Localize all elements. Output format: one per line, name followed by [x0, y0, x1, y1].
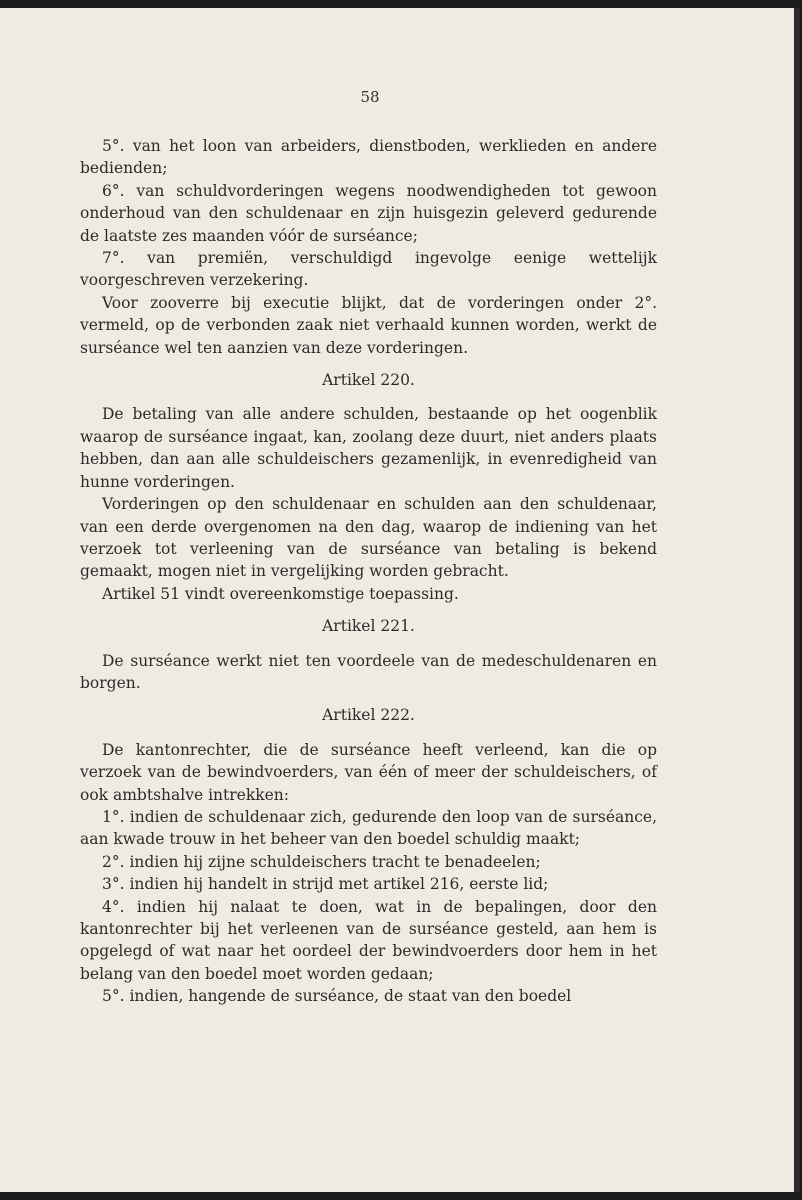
body-text [80, 135, 657, 1008]
clause-4-nalaat: 4°. indien hij nalaat te doen, wat in de bepalingen, door den kantonrechter bij het verleenen van de surséance gesteld, aan hem is opgelegd of wat naar het oordeel der bewindvoerders door hem in het belang van den boedel moet worden gedaan; [80, 897, 657, 983]
paragraph-medeschuldenaren: De surséance werkt niet ten voordeele van de medeschuldenaren en borgen. [80, 651, 657, 692]
clause-1-kwade-trouw: 1°. indien de schuldenaar zich, gedurende den loop van de surséance, aan kwade trouw in het beheer van den boedel schuldig maakt; [80, 807, 657, 849]
clause-2-benadeelen: 2°. indien hij zijne schuldeischers tracht te benadeelen; [102, 852, 541, 871]
paragraph-artikel-51: Artikel 51 vindt overeenkomstige toepassing. [102, 584, 459, 603]
article-222-heading: Artikel 222. [322, 706, 415, 725]
paragraph-kantonrechter: De kantonrechter, die de surséance heeft verleend, kan die op verzoek van de bewindvoerders, van één of meer der schuldeischers, of ook ambtshalve intrekken: [80, 740, 657, 804]
paragraph-vorderingen: Vorderingen op den schuldenaar en schulden aan den schuldenaar, van een derde overgenomen na den dag, waarop de indiening van het verzoek tot verleening van de surséance van betaling is bekend gemaakt, mogen niet in vergelijking worden gebracht. [80, 495, 657, 581]
clause-7-premien: 7°. van premiën, verschuldigd ingevolge eenige wettelijk voorgeschreven verzekering. [80, 249, 657, 290]
clause-5-boedel: 5°. indien, hangende de surséance, de staat van den boedel [102, 987, 572, 1006]
article-220-heading: Artikel 220. [322, 371, 415, 390]
paragraph-executie: Voor zooverre bij executie blijkt, dat de vorderingen onder 2°. vermeld, op de verbonden zaak niet verhaald kunnen worden, werkt de surséance wel ten aanzien van deze vorderingen. [80, 293, 657, 357]
clause-5-loon: 5°. van het loon van arbeiders, dienstboden, werklieden en andere bedienden; [80, 137, 657, 178]
article-221-heading: Artikel 221. [322, 617, 415, 636]
paragraph-betaling: De betaling van alle andere schulden, bestaande op het oogenblik waarop de surséance ingaat, kan, zoolang deze duurt, niet anders plaats hebben, dan aan alle schuldeischers gezamenlijk, in evenredigheid van hunne vorderingen. [80, 405, 657, 491]
book-page [0, 8, 800, 1192]
page-number: 58 [360, 88, 380, 106]
clause-6-schuldvorderingen: 6°. van schuldvorderingen wegens noodwendigheden tot gewoon onderhoud van den schuldenaar en zijn huisgezin geleverd gedurende de laatste zes maanden vóór de surséance; [80, 181, 657, 245]
clause-3-artikel-216: 3°. indien hij handelt in strijd met artikel 216, eerste lid; [102, 875, 549, 894]
